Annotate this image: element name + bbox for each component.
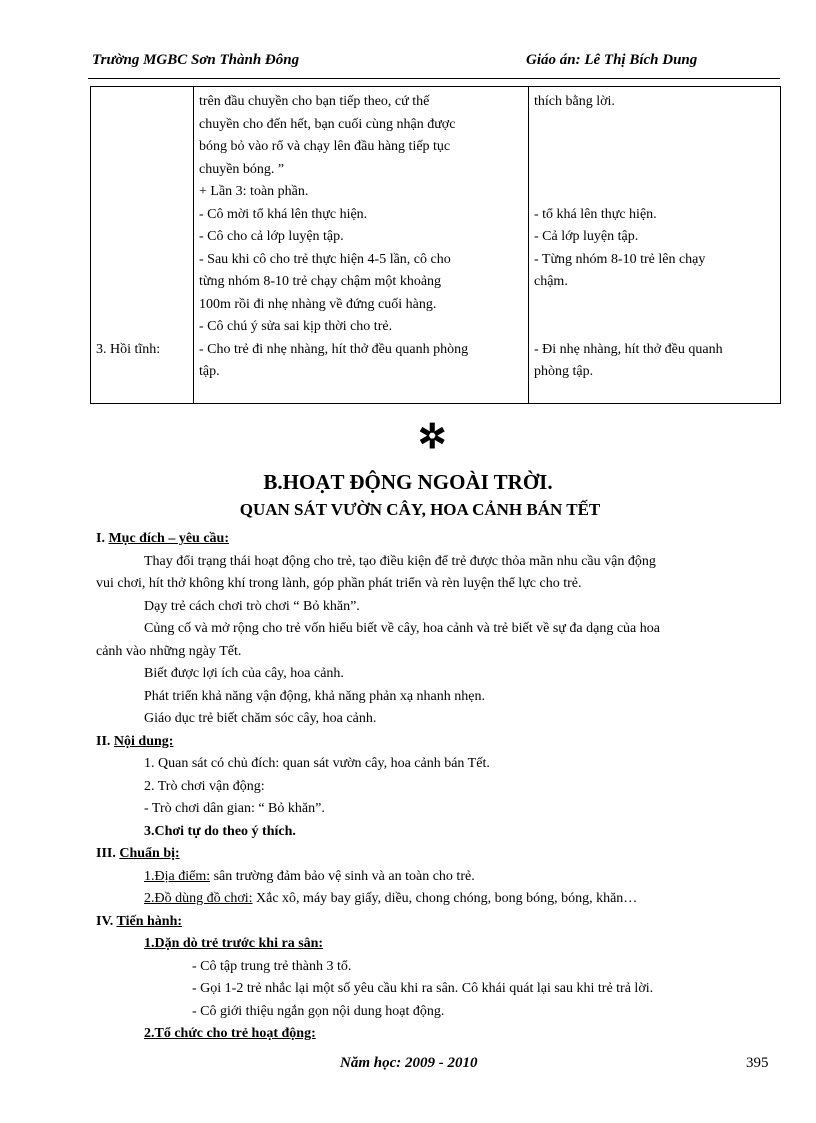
teacher-line: - Cô chú ý sửa sai kịp thời cho trẻ.	[199, 319, 393, 334]
section-title: Chuẩn bị:	[119, 846, 180, 861]
item-label: 2.Đồ dùng đồ chơi:	[144, 891, 253, 906]
blank-line	[534, 159, 775, 182]
teacher-line: bóng bỏ vào rổ và chạy lên đầu hàng tiếp tục	[199, 139, 451, 154]
header-school: Trường MGBC Sơn Thành Đông	[92, 52, 300, 68]
page-number: 395	[746, 1055, 769, 1071]
section-title: Mục đích – yêu cầu:	[108, 531, 230, 546]
subsection-heading: 1.Dặn dò trẻ trước khi ra sân:	[144, 936, 324, 951]
teacher-line: chuyền bóng. ”	[199, 161, 285, 177]
section-label	[96, 339, 188, 362]
blank-line	[534, 316, 775, 339]
child-line: phòng tập.	[534, 364, 594, 379]
list-item: - Cô tập trung trẻ thành 3 tổ.	[192, 958, 352, 974]
section-number: II.	[96, 733, 114, 749]
list-item: - Gọi 1-2 trẻ nhắc lại một số yêu cầu khi ra sân. Cô khái quát lại sau khi trẻ trả lời.	[192, 981, 654, 996]
list-item	[96, 888, 776, 911]
section-number: IV.	[96, 913, 117, 929]
item-text: sân trường đảm bảo vệ sinh và an toàn cho trẻ.	[210, 868, 475, 884]
item-text: Xắc xô, máy bay giấy, diều, chong chóng, bong bóng, bóng, khăn…	[252, 891, 638, 906]
child-line: chậm.	[534, 274, 568, 289]
teacher-line: tập.	[199, 364, 220, 379]
subsection-heading: 2.Tổ chức cho trẻ hoạt động:	[144, 1026, 316, 1041]
paragraph-continuation: vui chơi, hít thở không khí trong lành, góp phần phát triển và rèn luyện thể lực cho trẻ.	[96, 576, 582, 591]
section-heading	[96, 843, 776, 866]
blank-line	[534, 136, 775, 159]
child-line: - tổ khá lên thực hiện.	[534, 206, 657, 222]
section-number: III.	[96, 846, 120, 861]
header-author: Giáo án: Lê Thị Bích Dung	[526, 52, 698, 68]
paragraph: Dạy trẻ cách chơi trò chơi “ Bỏ khăn”.	[144, 598, 360, 614]
table-row	[91, 87, 781, 404]
lesson-body	[96, 528, 776, 1046]
asterisk-ornament-icon: ✲	[418, 419, 447, 456]
paragraph: Phát triển khả năng vận động, khả năng phản xạ nhanh nhẹn.	[144, 688, 485, 704]
paragraph-continuation: cảnh vào những ngày Tết.	[96, 643, 242, 659]
list-item: 2. Trò chơi vận động:	[144, 778, 265, 794]
teacher-line: 100m rồi đi nhẹ nhàng về đứng cuối hàng.	[199, 296, 437, 312]
paragraph: Thay đổi trạng thái hoạt động cho trẻ, tạo điều kiện để trẻ được thỏa mãn nhu cầu vận động	[144, 553, 656, 569]
section-heading	[96, 528, 776, 551]
lesson-table	[90, 86, 781, 404]
page-title: B.HOẠT ĐỘNG NGOÀI TRỜI.	[263, 470, 553, 494]
teacher-line: - Cô cho cả lớp luyện tập.	[199, 229, 344, 244]
child-line: thích bằng lời.	[534, 94, 615, 109]
blank-line	[534, 181, 775, 204]
child-line: - Cả lớp luyện tập.	[534, 229, 639, 244]
section-label-text: 3. Hồi tĩnh:	[96, 342, 161, 357]
section-heading	[96, 731, 776, 754]
child-line: - Đi nhẹ nhàng, hít thở đều quanh	[534, 341, 723, 357]
teacher-line: từng nhóm 8-10 trẻ chạy chậm một khoảng	[199, 274, 442, 289]
section-heading	[96, 911, 776, 934]
section-title: Nội dung:	[113, 733, 174, 749]
table-cell-child-activity	[529, 87, 781, 404]
footer-school-year: Năm học: 2009 - 2010	[340, 1055, 478, 1071]
table-cell-teacher-activity	[194, 87, 529, 404]
page-subtitle: QUAN SÁT VƯỜN CÂY, HOA CẢNH BÁN TẾT	[239, 500, 601, 519]
list-item: 3.Chơi tự do theo ý thích.	[144, 823, 296, 839]
child-line: - Từng nhóm 8-10 trẻ lên chạy	[534, 251, 706, 267]
paragraph: Giáo dục trẻ biết chăm sóc cây, hoa cảnh.	[144, 711, 377, 726]
list-item: 1. Quan sát có chủ đích: quan sát vườn cây, hoa cảnh bán Tết.	[144, 756, 490, 771]
teacher-line: + Lần 3: toàn phần.	[199, 184, 309, 199]
teacher-line: - Cho trẻ đi nhẹ nhàng, hít thở đều quanh phòng	[199, 341, 469, 357]
list-item	[96, 866, 776, 889]
teacher-line: - Sau khi cô cho trẻ thực hiện 4-5 lần, cô cho	[199, 251, 451, 267]
list-item: - Trò chơi dân gian: “ Bỏ khăn”.	[144, 801, 325, 816]
header-divider	[88, 78, 780, 79]
section-number: I.	[96, 531, 109, 546]
section-title: Tiến hành:	[116, 913, 183, 929]
item-label: 1.Địa điểm:	[144, 868, 211, 884]
paragraph: Biết được lợi ích của cây, hoa cảnh.	[144, 666, 344, 681]
paragraph: Củng cố và mở rộng cho trẻ vốn hiểu biết về cây, hoa cảnh và trẻ biết về sự đa dạng của hoa	[144, 621, 660, 636]
teacher-line: - Cô mời tổ khá lên thực hiện.	[199, 206, 368, 222]
teacher-line: trên đầu chuyền cho bạn tiếp theo, cứ thế	[199, 94, 430, 109]
list-item: - Cô giới thiệu ngắn gọn nội dung hoạt động.	[192, 1003, 445, 1019]
blank-line	[534, 294, 775, 317]
teacher-line: chuyền cho đến hết, bạn cuối cùng nhận được	[199, 116, 456, 132]
blank-line	[534, 114, 775, 137]
table-cell-section	[91, 87, 194, 404]
